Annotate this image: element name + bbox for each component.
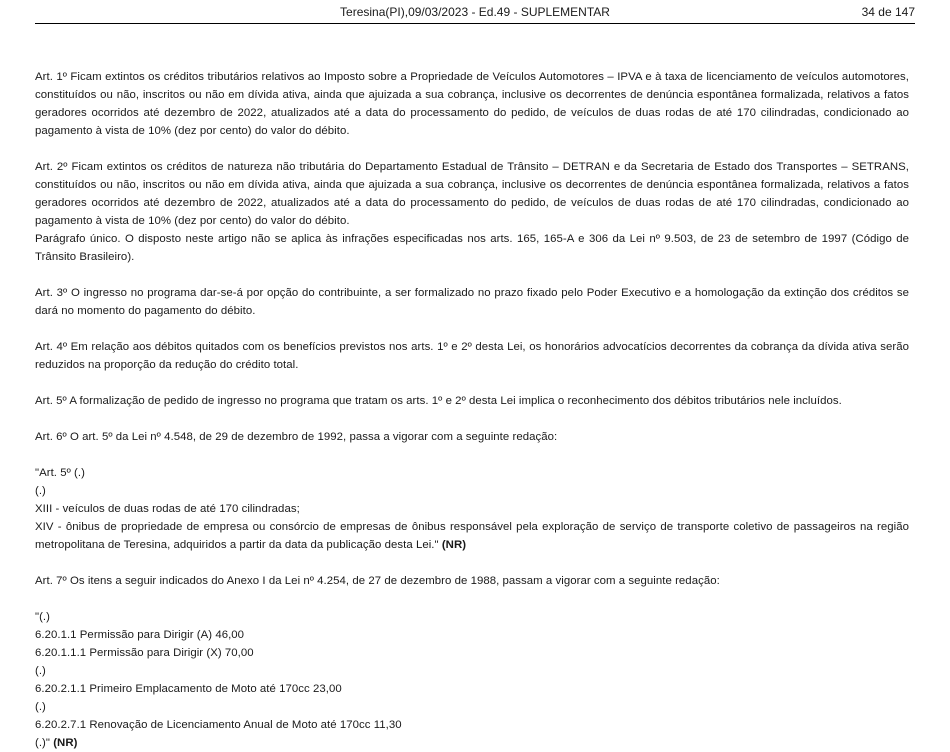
- page-number: 34 de 147: [861, 5, 915, 19]
- article-7: Art. 7º Os itens a seguir indicados do Anexo I da Lei nº 4.254, de 27 de dezembro de 1988, passam a vigorar com a seguinte redação:: [35, 575, 720, 587]
- quote-text: (.)": [35, 737, 50, 749]
- article-2-paragraph: Parágrafo único. O disposto neste artigo não se aplica às infrações especificadas nos arts. 165, 165-A e 306 da Lei nº 9.503, de 23 de setembro de 1997 (Código de Trânsito Brasileiro).: [35, 233, 909, 263]
- quote-line: (.): [35, 665, 46, 677]
- article-4: Art. 4º Em relação aos débitos quitados com os benefícios previstos nos arts. 1º e 2º desta Lei, os honorários advocatícios decorrentes da cobrança da dívida ativa serão reduzidos na proporção da redução do crédito total.: [35, 341, 909, 371]
- quote-text: XIV - ônibus de propriedade de empresa ou consórcio de empresas de ônibus responsável pela exploração de serviço de transporte coletivo de passageiros na região metropolitana de Teresina, adquiridos a partir da data da publicação desta Lei.": [35, 521, 909, 551]
- article-2: Art. 2º Ficam extintos os créditos de natureza não tributária do Departamento Estadual de Trânsito – DETRAN e da Secretaria de Estado dos Transportes – SETRANS, constituídos ou não, inscritos ou não em dívida ativa, ainda que ajuizada a sua cobrança, inclusive os decorrentes de denúncia espontânea formalizada, relativos a fatos geradores ocorridos até dezembro de 2022, atualizados até a data do processamento do pedido, de veículos de duas rodas de até 170 cilindradas, condicionado ao pagamento à vista de 10% (dez por cento) do valor do débito.: [35, 161, 909, 227]
- document-body: [35, 68, 909, 752]
- quote-line: "Art. 5º (.): [35, 467, 85, 479]
- quote-line: (.): [35, 485, 46, 497]
- quote-line: [35, 518, 909, 554]
- quote-line: XIII - veículos de duas rodas de até 170 cilindradas;: [35, 503, 300, 515]
- nr-marker: (NR): [53, 737, 78, 749]
- article-6-quote: [35, 464, 909, 554]
- quote-line: (.): [35, 701, 46, 713]
- article-3: Art. 3º O ingresso no programa dar-se-á por opção do contribuinte, a ser formalizado no prazo fixado pelo Poder Executivo e a homologação da extinção dos créditos se dará no momento do pagamento do débito.: [35, 287, 909, 317]
- header-title: Teresina(PI),09/03/2023 - Ed.49 - SUPLEMENTAR: [340, 5, 610, 19]
- quote-line: 6.20.2.1.1 Primeiro Emplacamento de Moto até 170cc 23,00: [35, 683, 342, 695]
- article-6: Art. 6º O art. 5º da Lei nº 4.548, de 29 de dezembro de 1992, passa a vigorar com a seguinte redação:: [35, 431, 558, 443]
- quote-line: "(.): [35, 611, 50, 623]
- page-header: [35, 0, 915, 24]
- article-1: Art. 1º Ficam extintos os créditos tributários relativos ao Imposto sobre a Propriedade de Veículos Automotores – IPVA e à taxa de licenciamento de veículos automotores, constituídos ou não, inscritos ou não em dívida ativa, ainda que ajuizada a sua cobrança, inclusive os decorrentes de denúncia espontânea formalizada, relativos a fatos geradores ocorridos até dezembro de 2022, atualizados até a data do processamento do pedido, de veículos de duas rodas de até 170 cilindradas, condicionado ao pagamento à vista de 10% (dez por cento) do valor do débito.: [35, 71, 909, 137]
- quote-line: 6.20.1.1 Permissão para Dirigir (A) 46,00: [35, 629, 245, 641]
- quote-line: 6.20.1.1.1 Permissão para Dirigir (X) 70,00: [35, 647, 254, 659]
- article-5: Art. 5º A formalização de pedido de ingresso no programa que tratam os arts. 1º e 2º desta Lei implica o reconhecimento dos débitos tributários nele incluídos.: [35, 395, 842, 407]
- quote-line: [35, 734, 909, 752]
- quote-line: 6.20.2.7.1 Renovação de Licenciamento Anual de Moto até 170cc 11,30: [35, 719, 402, 731]
- nr-marker: (NR): [441, 539, 467, 551]
- article-7-quote: [35, 608, 909, 752]
